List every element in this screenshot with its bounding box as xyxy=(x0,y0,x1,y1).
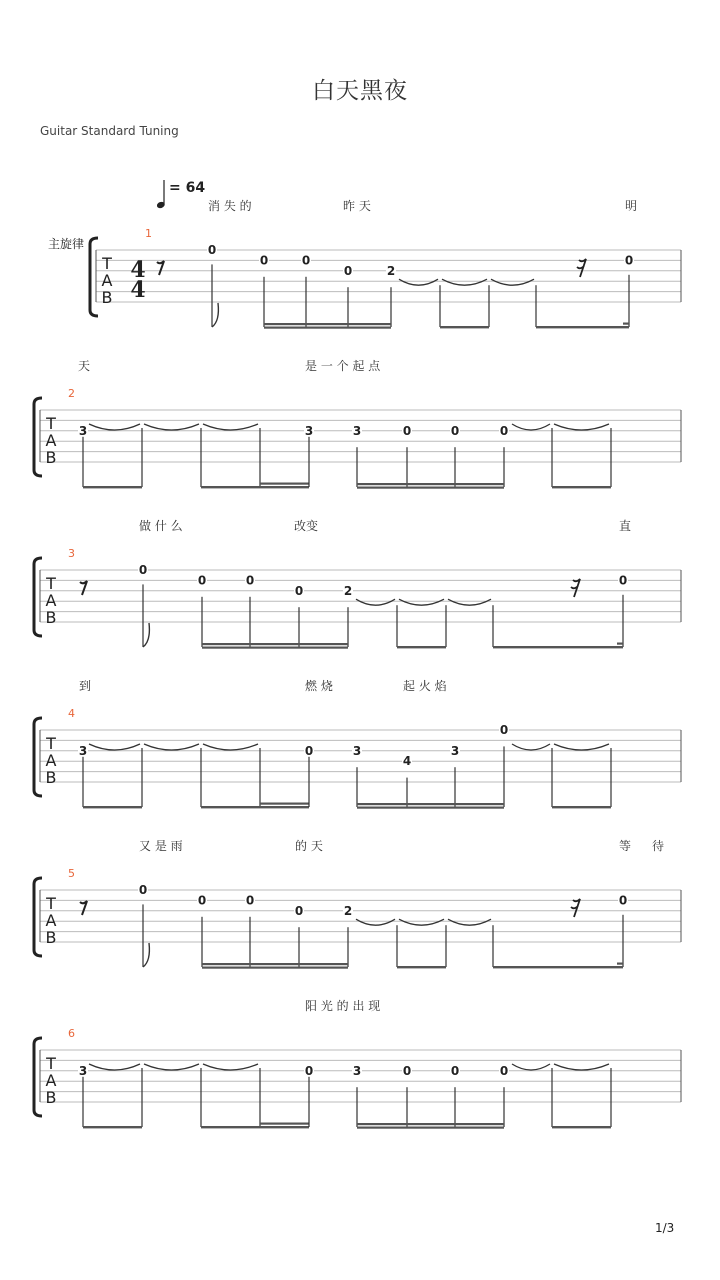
lyric-text: 又 是 雨 xyxy=(139,839,183,853)
beam xyxy=(397,966,446,968)
tab-clef-letter: A xyxy=(45,591,57,610)
staff-system xyxy=(40,838,681,969)
fret-number: 4 xyxy=(402,754,412,769)
measure-number: 4 xyxy=(68,707,75,720)
tie-arc xyxy=(144,744,199,750)
lyric-text: 直 xyxy=(619,519,632,533)
fret-number: 0 xyxy=(304,743,314,758)
note-flag xyxy=(143,943,149,967)
sixteenth-rest-icon xyxy=(571,899,580,917)
tab-clef-letter: B xyxy=(101,288,113,307)
beam xyxy=(260,1123,309,1125)
fret-number: 3 xyxy=(352,423,362,438)
lyric-text: 到 xyxy=(79,679,92,693)
beam xyxy=(617,963,623,965)
staff-system xyxy=(40,518,681,649)
eighth-rest-icon xyxy=(80,901,87,915)
lyric-text: 待 xyxy=(652,839,665,853)
beam xyxy=(202,643,348,645)
eighth-rest-icon xyxy=(157,261,164,275)
track-name: 主旋律 xyxy=(48,237,85,251)
fret-number: 0 xyxy=(138,563,148,577)
tuning-label: Guitar Standard Tuning xyxy=(40,124,179,138)
fret-number: 0 xyxy=(402,1063,412,1078)
lyric-text: 消 失 的 xyxy=(208,199,252,213)
sixteenth-rest-icon xyxy=(571,579,580,597)
tie-arc xyxy=(89,424,140,430)
lyric-text: 等 xyxy=(619,839,632,853)
tie-arc xyxy=(203,1064,258,1070)
tab-clef-letter: B xyxy=(45,768,57,787)
fret-number: 0 xyxy=(618,893,628,908)
fret-number: 0 xyxy=(402,423,412,438)
lyric-text: 昨 天 xyxy=(343,199,371,213)
fret-number: 3 xyxy=(450,743,460,758)
fret-number: 0 xyxy=(450,423,460,438)
tie-arc xyxy=(442,279,487,285)
fret-number: 3 xyxy=(352,743,362,758)
tab-clef-letter: A xyxy=(45,751,57,770)
tab-clef-letter: B xyxy=(45,608,57,627)
measure-number: 3 xyxy=(68,547,75,560)
fret-number: 0 xyxy=(207,243,217,257)
tie-arc xyxy=(448,599,491,605)
song-title: 白天黑夜 xyxy=(312,78,408,104)
beam xyxy=(493,966,623,968)
tie-arc xyxy=(491,279,534,285)
measure-number: 1 xyxy=(145,227,152,240)
beam xyxy=(260,483,309,485)
lyric-text: 的 天 xyxy=(295,839,323,853)
tab-clef-letter: T xyxy=(46,734,56,753)
tie-arc xyxy=(356,599,395,605)
beam xyxy=(357,807,504,809)
fret-number: 2 xyxy=(343,583,353,598)
page-number: 1/3 xyxy=(655,1221,675,1235)
fret-number: 0 xyxy=(245,893,255,908)
beam xyxy=(202,647,348,649)
tab-clef-letter: A xyxy=(101,271,113,290)
time-signature-denominator: 4 xyxy=(130,277,146,303)
tab-clef-letter: A xyxy=(45,911,57,930)
tie-arc xyxy=(203,424,258,430)
beam xyxy=(493,646,623,648)
fret-number: 0 xyxy=(499,1063,509,1078)
beam xyxy=(264,323,391,325)
beam xyxy=(357,1123,504,1125)
tab-clef-letter: B xyxy=(45,448,57,467)
lyric-text: 做 什 么 xyxy=(139,519,183,533)
beam xyxy=(264,327,391,329)
tie-arc xyxy=(554,424,609,430)
tie-arc xyxy=(512,1064,550,1070)
beam xyxy=(202,967,348,969)
staff-system xyxy=(40,678,681,809)
tie-arc xyxy=(512,424,550,430)
fret-number: 2 xyxy=(386,263,396,278)
fret-number: 0 xyxy=(294,903,304,918)
beam xyxy=(552,806,611,808)
beam xyxy=(357,487,504,489)
fret-number: 0 xyxy=(197,893,207,908)
tie-arc xyxy=(554,744,609,750)
tie-arc xyxy=(144,1064,199,1070)
tab-clef-letter: A xyxy=(45,431,57,450)
tie-arc xyxy=(89,1064,140,1070)
fret-number: 3 xyxy=(352,1063,362,1078)
fret-number: 0 xyxy=(343,263,353,278)
fret-number: 0 xyxy=(499,423,509,438)
lyric-text: 燃 烧 xyxy=(305,679,333,693)
lyric-text: 是 一 个 起 点 xyxy=(305,359,381,373)
beam xyxy=(357,483,504,485)
measure-number: 5 xyxy=(68,867,75,880)
eighth-rest-icon xyxy=(80,581,87,595)
tie-arc xyxy=(356,919,395,925)
note-flag xyxy=(143,623,149,647)
lyric-text: 明 xyxy=(625,199,638,213)
fret-number: 0 xyxy=(259,253,269,268)
tab-clef-letter: T xyxy=(46,574,56,593)
fret-number: 0 xyxy=(304,1063,314,1078)
beam xyxy=(536,326,629,328)
tab-clef-letter: A xyxy=(45,1071,57,1090)
tie-arc xyxy=(89,744,140,750)
fret-number: 0 xyxy=(450,1063,460,1078)
beam xyxy=(440,326,489,328)
fret-number: 3 xyxy=(78,423,88,438)
beam xyxy=(552,1126,611,1128)
fret-number: 0 xyxy=(245,573,255,588)
fret-number: 0 xyxy=(618,573,628,588)
fret-number: 0 xyxy=(138,883,148,897)
beam xyxy=(202,963,348,965)
beam xyxy=(357,1127,504,1129)
tie-arc xyxy=(399,919,444,925)
tempo-value: = 64 xyxy=(169,180,206,196)
tie-arc xyxy=(144,424,199,430)
lyric-text: 天 xyxy=(78,359,91,373)
beam xyxy=(83,486,142,488)
fret-number: 3 xyxy=(78,743,88,758)
beam xyxy=(617,643,623,645)
fret-number: 3 xyxy=(78,1063,88,1078)
staff-system xyxy=(40,358,681,489)
tab-clef-letter: T xyxy=(46,414,56,433)
fret-number: 0 xyxy=(294,583,304,598)
lyric-text: 阳 光 的 出 现 xyxy=(305,999,381,1013)
staff-system xyxy=(40,998,681,1129)
beam xyxy=(201,486,309,488)
beam xyxy=(83,806,142,808)
fret-number: 0 xyxy=(624,253,634,268)
note-flag xyxy=(212,303,218,327)
beam xyxy=(260,803,309,805)
tab-clef-letter: B xyxy=(45,928,57,947)
tie-arc xyxy=(512,744,550,750)
tab-clef-letter: B xyxy=(45,1088,57,1107)
beam xyxy=(357,803,504,805)
lyric-text: 起 火 焰 xyxy=(403,679,447,693)
measure-number: 6 xyxy=(68,1027,75,1040)
tie-arc xyxy=(399,279,438,285)
fret-number: 3 xyxy=(304,423,314,438)
beam xyxy=(83,1126,142,1128)
beam xyxy=(623,323,629,325)
fret-number: 0 xyxy=(301,253,311,268)
sixteenth-rest-icon xyxy=(577,259,586,277)
fret-number: 0 xyxy=(499,723,509,737)
beam xyxy=(552,486,611,488)
measure-number: 2 xyxy=(68,387,75,400)
lyric-text: 改变 xyxy=(294,519,319,533)
tab-clef-letter: T xyxy=(102,254,112,273)
tie-arc xyxy=(203,744,258,750)
tie-arc xyxy=(399,599,444,605)
beam xyxy=(201,806,309,808)
fret-number: 2 xyxy=(343,903,353,918)
tab-clef-letter: T xyxy=(46,1054,56,1073)
time-signature-numerator: 4 xyxy=(130,257,146,283)
tie-arc xyxy=(448,919,491,925)
tie-arc xyxy=(554,1064,609,1070)
tab-clef-letter: T xyxy=(46,894,56,913)
fret-number: 0 xyxy=(197,573,207,588)
beam xyxy=(201,1126,309,1128)
staff-system xyxy=(48,198,681,329)
beam xyxy=(397,646,446,648)
